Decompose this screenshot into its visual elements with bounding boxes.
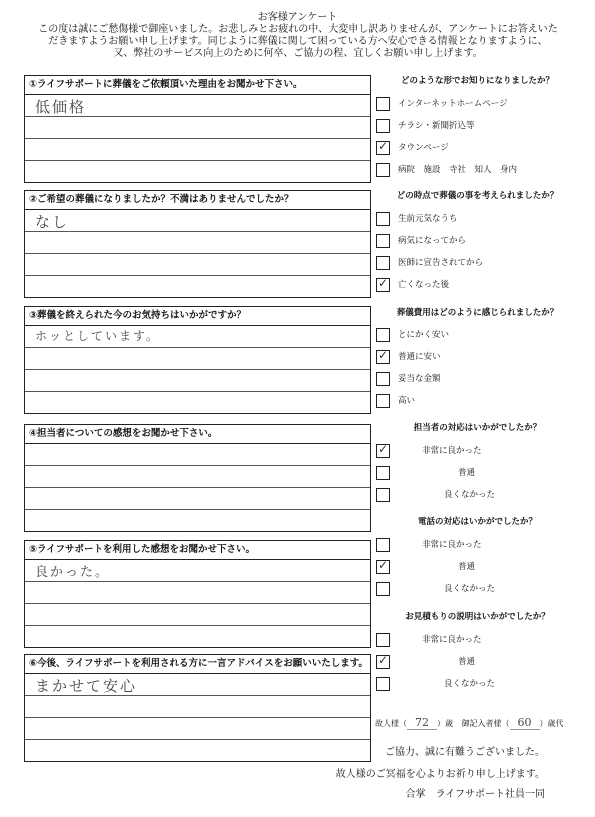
question-box-3: [24, 306, 371, 414]
checkbox[interactable]: [376, 328, 390, 342]
checkbox[interactable]: [376, 163, 390, 177]
option-label: 妥当な金額: [398, 374, 441, 384]
option-label: 普通: [458, 562, 476, 572]
handwritten-answer: 良かった。: [35, 565, 111, 580]
answer-line[interactable]: [25, 696, 370, 718]
answer-line[interactable]: [25, 254, 370, 276]
answer-line[interactable]: [25, 161, 370, 182]
answer-line[interactable]: [25, 348, 370, 370]
survey-title-2: どの時点で葬儀の事を考えられましたか？: [396, 191, 559, 201]
deceased-age-value[interactable]: 72: [407, 716, 437, 730]
question-label: ②ご希望の葬儀になりましたか？不満はありませんでしたか？: [25, 191, 370, 210]
question-box-6: [24, 654, 371, 762]
option-label: 普通に安い: [398, 352, 441, 362]
checkbox[interactable]: [376, 444, 390, 458]
deceased-age-label: 故人様（: [375, 719, 407, 728]
answer-line[interactable]: [25, 444, 370, 466]
checkbox[interactable]: [376, 212, 390, 226]
option-label: 良くなかった: [444, 584, 496, 594]
answer-line[interactable]: [25, 740, 370, 761]
question-box-1: [24, 75, 371, 183]
option-label: 医師に宣告されてから: [398, 258, 484, 268]
writer-age-value[interactable]: 60: [510, 716, 540, 730]
checkbox[interactable]: [376, 466, 390, 480]
question-label: ①ライフサポートに葬儀をご依頼頂いた理由をお聞かせ下さい。: [25, 76, 370, 95]
option-label: 非常に良かった: [422, 540, 482, 550]
answer-line[interactable]: [25, 210, 370, 232]
deceased-age-suffix: ）歳: [437, 719, 453, 728]
checkbox[interactable]: [376, 633, 390, 647]
answer-line[interactable]: [25, 626, 370, 647]
closing-signature: 合掌 ライフサポート社員一同: [405, 789, 545, 800]
question-label: ③葬儀を終えられた今のお気持ちはいかがですか？: [25, 307, 370, 326]
option-label: タウンページ: [398, 143, 449, 153]
checkbox[interactable]: [376, 394, 390, 408]
intro-line: この度は誠にご愁傷様で御座いました。お悲しみとお疲れの中、大変申し訳ありませんが、アンケートにお答えいた: [38, 24, 558, 35]
checkbox[interactable]: [376, 560, 390, 574]
checkbox[interactable]: [376, 582, 390, 596]
answer-line[interactable]: [25, 139, 370, 161]
writer-age-suffix: ）歳代: [539, 719, 564, 728]
option-label: 病院 施設 寺社 知人 身内: [398, 165, 518, 175]
checkbox[interactable]: [376, 538, 390, 552]
checkbox[interactable]: [376, 350, 390, 364]
survey-title-5: 電話の対応はいかがでしたか？: [417, 517, 537, 527]
option-label: 良くなかった: [444, 679, 496, 689]
option-label: 普通: [458, 468, 476, 478]
option-label: 普通: [458, 657, 476, 667]
writer-age-label: 御記入者様（: [461, 719, 510, 728]
handwritten-answer: まかせて安心: [35, 677, 138, 695]
answer-line[interactable]: [25, 718, 370, 740]
checkbox[interactable]: [376, 655, 390, 669]
survey-title-1: どのような形でお知りになりましたか？: [400, 76, 554, 86]
survey-title: お客様アンケート: [257, 12, 338, 23]
answer-line[interactable]: [25, 95, 370, 117]
question-box-2: [24, 190, 371, 298]
question-label: ④担当者についての感想をお聞かせ下さい。: [25, 425, 370, 444]
option-label: 良くなかった: [444, 490, 496, 500]
check-mark-icon: ✓: [378, 276, 389, 290]
checkbox[interactable]: [376, 256, 390, 270]
survey-title-4: 担当者の対応はいかがでしたか？: [413, 423, 542, 433]
checkbox[interactable]: [376, 278, 390, 292]
intro-line: 又、弊社のサービス向上のために何卒、ご協力の程、宜しくお願い申し上げます。: [113, 48, 483, 59]
check-mark-icon: ✓: [378, 558, 389, 572]
answer-line[interactable]: [25, 276, 370, 297]
question-label: ⑥今後、ライフサポートを利用される方に一言アドバイスをお願いいたします。: [25, 655, 370, 674]
answer-line[interactable]: [25, 326, 370, 348]
answer-line[interactable]: [25, 392, 370, 413]
checkbox[interactable]: [376, 372, 390, 386]
survey-title-6: お見積もりの説明はいかがでしたか？: [405, 612, 550, 622]
option-label: 病気になってから: [398, 236, 467, 246]
intro-text: [28, 24, 568, 60]
check-mark-icon: ✓: [378, 442, 389, 456]
question-box-5: [24, 540, 371, 648]
checkbox[interactable]: [376, 97, 390, 111]
option-label: とにかく安い: [398, 330, 450, 340]
handwritten-answer: なし: [35, 213, 70, 231]
option-label: 非常に良かった: [422, 446, 482, 456]
answer-line[interactable]: [25, 370, 370, 392]
checkbox[interactable]: [376, 488, 390, 502]
option-label: 高い: [398, 396, 416, 406]
option-label: チラシ・新聞折込等: [398, 121, 475, 131]
option-label: インターネットホームページ: [398, 99, 508, 109]
answer-line[interactable]: [25, 510, 370, 531]
option-label: 亡くなった後: [398, 280, 450, 290]
closing-thanks: ご協力、誠に有難うございました。: [385, 747, 545, 758]
checkbox[interactable]: [376, 234, 390, 248]
check-mark-icon: ✓: [378, 653, 389, 667]
handwritten-answer: 低価格: [35, 98, 87, 116]
checkbox[interactable]: [376, 141, 390, 155]
answer-line[interactable]: [25, 604, 370, 626]
checkbox[interactable]: [376, 119, 390, 133]
check-mark-icon: ✓: [378, 139, 389, 153]
question-box-4: [24, 424, 371, 532]
answer-line[interactable]: [25, 560, 370, 582]
intro-line: だきますようお願い申し上げます。同じように葬儀に関して困っている方へ安心できる情報となりますように、: [48, 36, 548, 47]
answer-line[interactable]: [25, 466, 370, 488]
answer-line[interactable]: [25, 582, 370, 604]
answer-line[interactable]: [25, 232, 370, 254]
question-label: ⑤ライフサポートを利用した感想をお聞かせ下さい。: [25, 541, 370, 560]
handwritten-answer: ホッとしています。: [35, 329, 161, 343]
survey-title-3: 葬儀費用はどのように感じられましたか？: [396, 308, 559, 318]
option-label: 生前元気なうち: [398, 214, 458, 224]
closing-prayer: 故人様のご冥福を心よりお祈り申し上げます。: [335, 769, 545, 780]
checkbox[interactable]: [376, 677, 390, 691]
answer-line[interactable]: [25, 488, 370, 510]
age-line: [375, 716, 564, 730]
answer-line[interactable]: [25, 674, 370, 696]
option-label: 非常に良かった: [422, 635, 482, 645]
check-mark-icon: ✓: [378, 348, 389, 362]
answer-line[interactable]: [25, 117, 370, 139]
